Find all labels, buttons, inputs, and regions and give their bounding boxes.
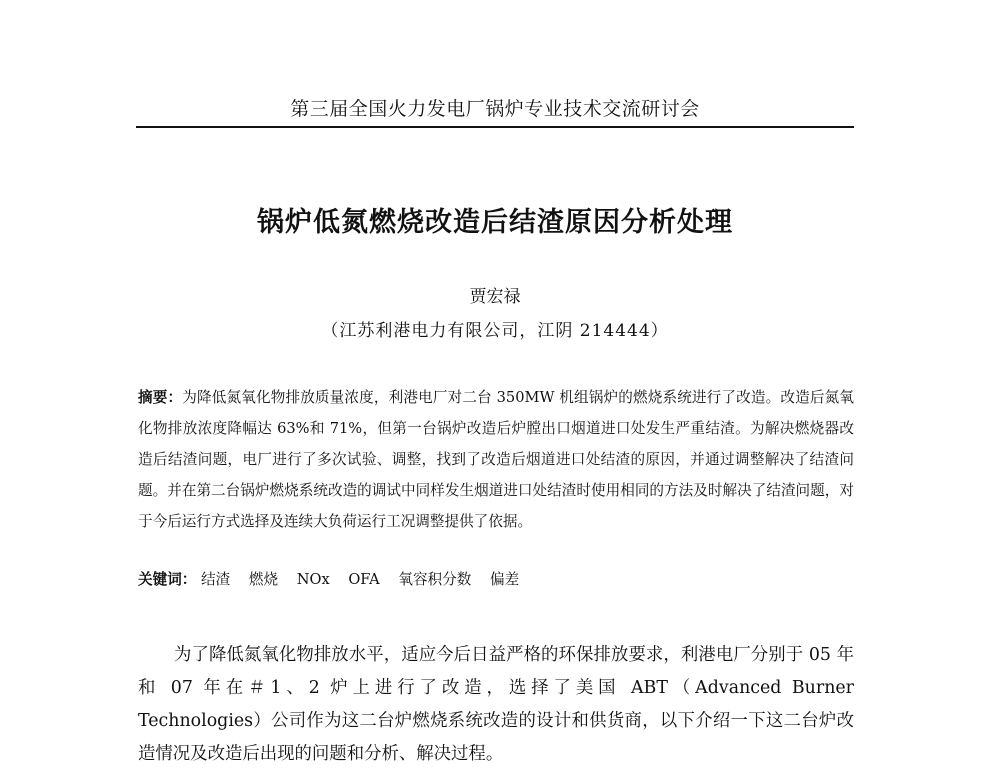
keyword: 结渣: [201, 571, 231, 588]
abstract-text: 为降低氮氧化物排放质量浓度，利港电厂对二台 350MW 机组锅炉的燃烧系统进行了改造。改造后氮氧化物排放浓度降幅达 63%和 71%，但第一台锅炉改造后炉膛出口烟道进口处发生严重结渣。为解决燃烧器改造后结渣问题，电厂进行了多次试验、调整，找到了改造后烟道进口处结渣的原因，并通过调整解决了结渣问题。并在第二台锅炉燃烧系统改造的调试中同样发生烟道进口处结渣时使用相同的方法及时解决了结渣问题，对于今后运行方式选择及连续大负荷运行工况调整提供了依据。: [138, 389, 854, 530]
keywords-label: 关键词：: [138, 571, 197, 588]
body-paragraph: 为了降低氮氧化物排放水平，适应今后日益严格的环保排放要求，利港电厂分别于 05 年和 07 年在＃1、2 炉上进行了改造，选择了美国 ABT（Advanced Burner Technologies）公司作为这二台炉燃烧系统改造的设计和供货商，以下介绍一下这二台炉改造情况及改造后出现的问题和分析、解决过程。: [138, 645, 854, 765]
paper-title: 锅炉低氮燃烧改造后结渣原因分析处理: [257, 207, 733, 238]
running-header: 第三届全国火力发电厂锅炉专业技术交流研讨会: [290, 98, 700, 120]
abstract-label: 摘要：: [138, 389, 183, 406]
author-affiliation: （江苏利港电力有限公司，江阴 214444）: [321, 321, 669, 341]
keyword: 氧容积分数: [398, 571, 472, 588]
keyword: NOx: [296, 571, 330, 588]
keyword: 燃烧: [248, 571, 279, 588]
abstract: [138, 382, 854, 537]
keywords: [138, 568, 854, 592]
keyword: OFA: [348, 571, 380, 588]
author-name: 贾宏禄: [469, 287, 521, 307]
header-rule: [136, 126, 854, 128]
keyword: 偏差: [489, 571, 520, 588]
